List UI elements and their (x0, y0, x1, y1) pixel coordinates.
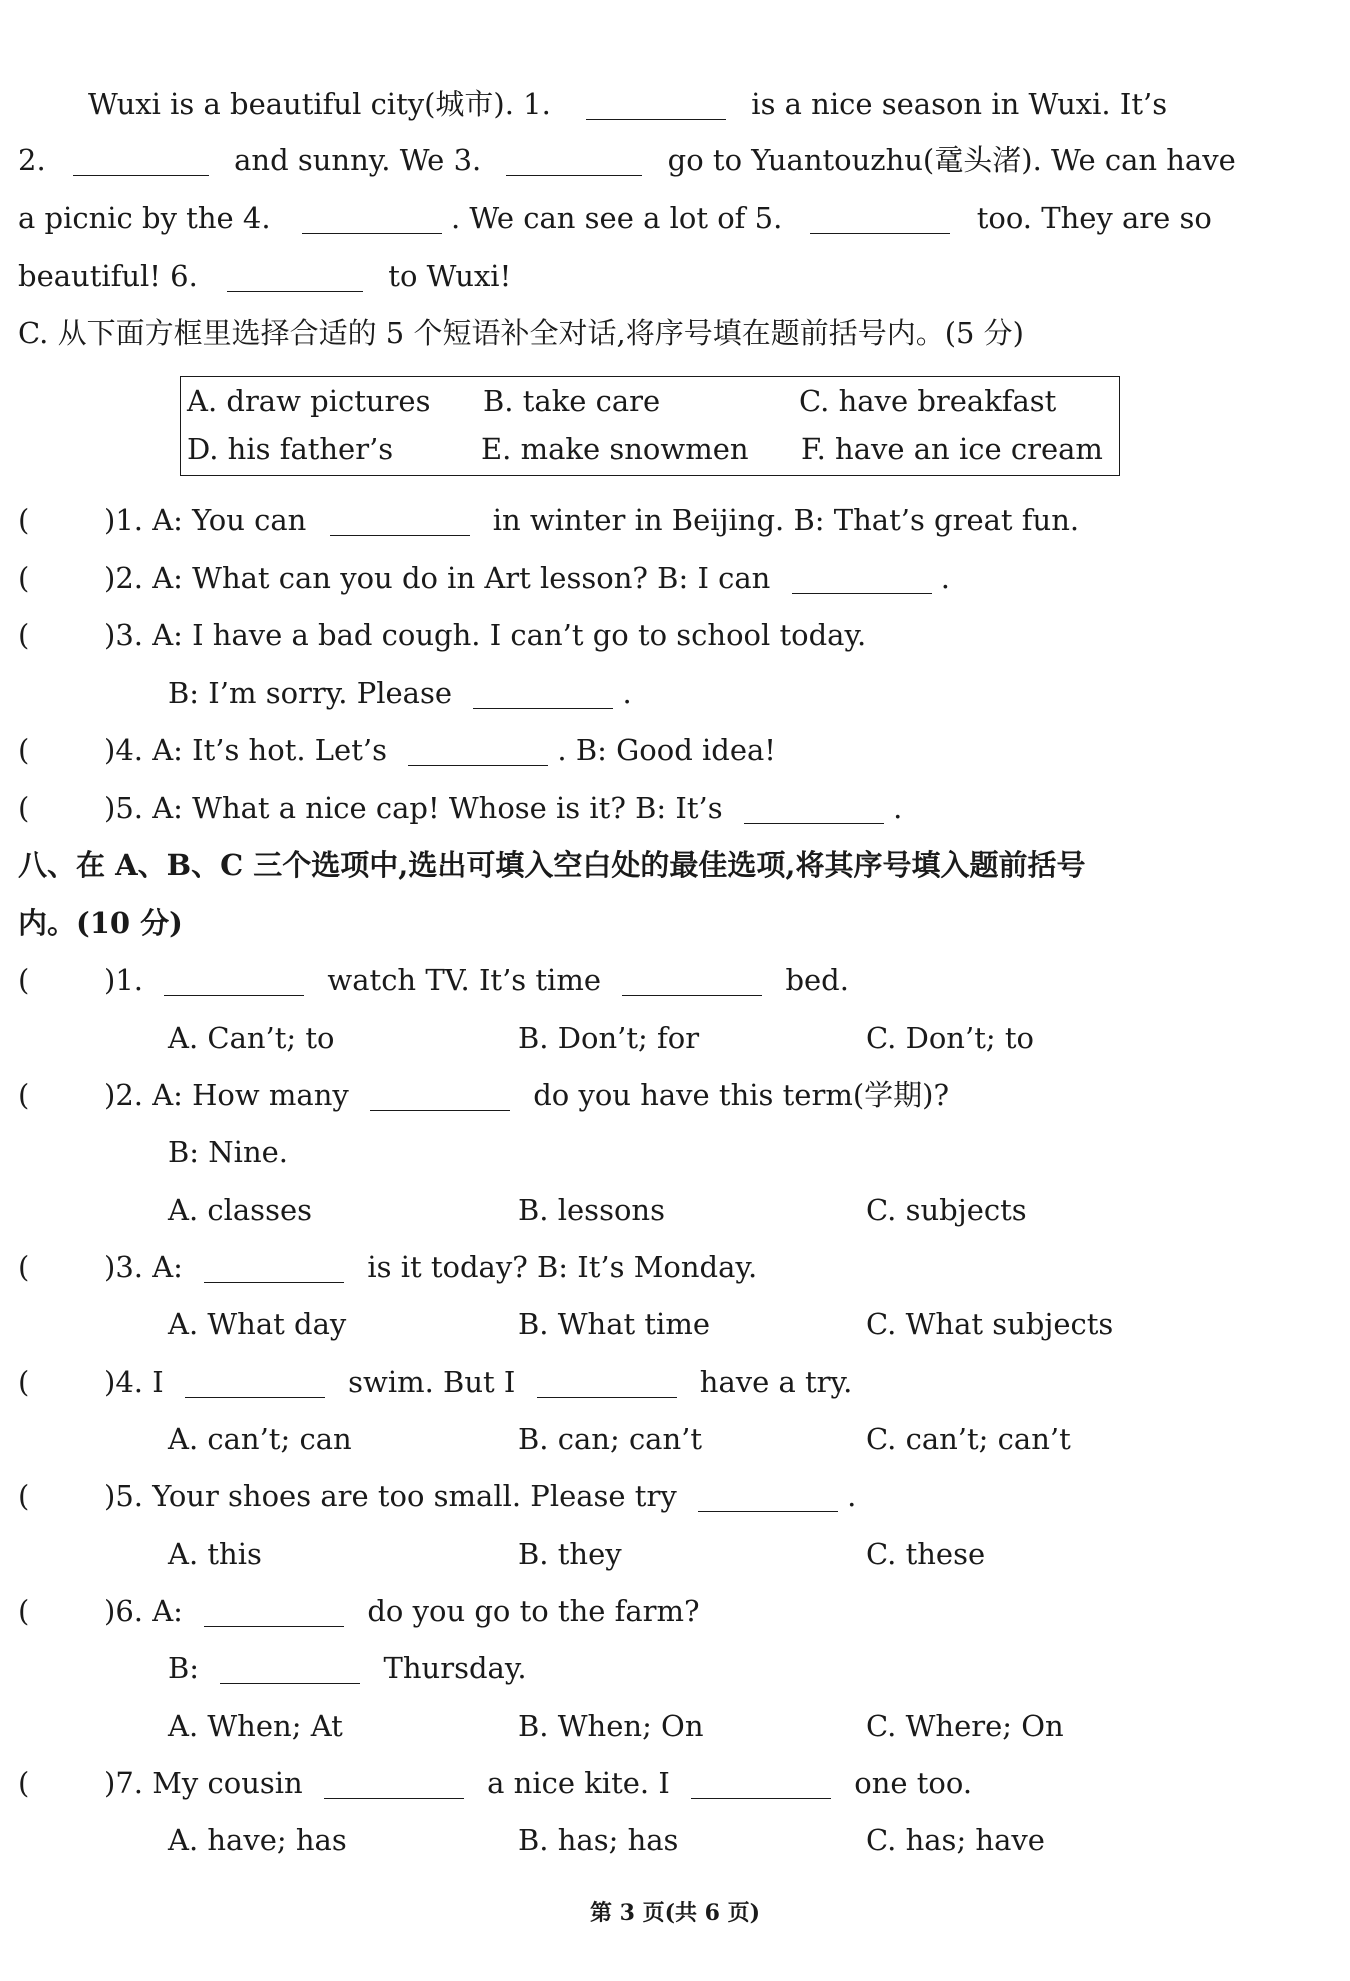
blank[interactable] (164, 963, 304, 996)
blank[interactable] (473, 676, 613, 709)
passage-text: . We can see a lot of 5. (450, 201, 783, 235)
question-text: . B: Good idea! (557, 733, 776, 767)
section-c-title: C. 从下面方框里选择合适的 5 个短语补全对话,将序号填在题前括号内。(5 分) (18, 316, 1024, 350)
passage-text: is a nice season in Wuxi. It’s (751, 87, 1168, 121)
passage-text: a picnic by the 4. (18, 201, 271, 235)
passage-line-4 (18, 256, 511, 296)
answer-paren[interactable]: ( (18, 1078, 30, 1112)
blank[interactable] (408, 733, 548, 766)
section-8-title-cont: 内。(10 分) (18, 906, 183, 940)
blank-3[interactable] (506, 143, 642, 176)
blank[interactable] (537, 1365, 677, 1398)
option-a: A. Can’t; to (168, 1021, 335, 1055)
passage-line-2 (18, 140, 1236, 180)
phrase-b: B. take care (483, 384, 661, 418)
blank[interactable] (698, 1479, 838, 1512)
blank-6[interactable] (227, 259, 363, 292)
answer-paren[interactable]: ( (18, 963, 30, 997)
mc-question-2-reply: B: Nine. (168, 1135, 289, 1169)
option-a: A. have; has (168, 1823, 347, 1857)
option-b: B. What time (518, 1307, 710, 1341)
question-text: )5. Your shoes are too small. Please try (104, 1479, 677, 1513)
question-text: )2. A: How many (104, 1078, 349, 1112)
blank[interactable] (792, 561, 932, 594)
option-b: B. can; can’t (518, 1422, 703, 1456)
mc-question-6 (104, 1591, 700, 1631)
answer-paren[interactable]: ( (18, 791, 30, 825)
passage-line-1 (88, 84, 1167, 124)
phrase-e: E. make snowmen (481, 432, 749, 466)
phrase-d: D. his father’s (187, 432, 394, 466)
blank-5[interactable] (810, 201, 950, 234)
option-a: A. classes (168, 1193, 312, 1227)
question-text: swim. But I (348, 1365, 516, 1399)
mc-question-2 (104, 1075, 949, 1115)
c-question-3: )3. A: I have a bad cough. I can’t go to school today. (104, 618, 867, 652)
answer-paren[interactable]: ( (18, 1594, 30, 1628)
blank-4[interactable] (302, 201, 442, 234)
question-text: B: (168, 1651, 200, 1685)
answer-paren[interactable]: ( (18, 1250, 30, 1284)
blank[interactable] (744, 791, 884, 824)
option-c: C. has; have (866, 1823, 1045, 1857)
blank[interactable] (204, 1594, 344, 1627)
option-b: B. has; has (518, 1823, 679, 1857)
option-b: B. they (518, 1537, 622, 1571)
mc-question-1 (104, 960, 849, 1000)
answer-paren[interactable]: ( (18, 1479, 30, 1513)
c-question-3-reply (168, 673, 632, 713)
passage-text: go to Yuantouzhu(鼋头渚). We can have (667, 143, 1236, 177)
passage-text: to Wuxi! (388, 259, 512, 293)
question-text: Thursday. (383, 1651, 527, 1685)
question-number: )1. (104, 963, 143, 997)
answer-paren[interactable]: ( (18, 503, 30, 537)
answer-paren[interactable]: ( (18, 618, 30, 652)
question-text: watch TV. It’s time (327, 963, 601, 997)
question-text: . (893, 791, 903, 825)
option-a: A. When; At (168, 1709, 343, 1743)
question-text: do you go to the farm? (367, 1594, 700, 1628)
question-text: . (622, 676, 632, 710)
question-text: )4. A: It’s hot. Let’s (104, 733, 387, 767)
question-text: in winter in Beijing. B: That’s great fun. (492, 503, 1080, 537)
answer-paren[interactable]: ( (18, 733, 30, 767)
passage-text: too. They are so (976, 201, 1212, 235)
mc-question-7 (104, 1763, 972, 1803)
blank[interactable] (220, 1651, 360, 1684)
c-question-1 (104, 500, 1079, 540)
question-text: )3. A: (104, 1250, 183, 1284)
passage-line-3 (18, 198, 1212, 238)
mc-question-5 (104, 1476, 856, 1516)
question-text: bed. (785, 963, 849, 997)
option-b: B. lessons (518, 1193, 665, 1227)
option-c: C. can’t; can’t (866, 1422, 1071, 1456)
option-c: C. subjects (866, 1193, 1027, 1227)
blank[interactable] (185, 1365, 325, 1398)
question-text: do you have this term(学期)? (533, 1078, 949, 1112)
c-question-2 (104, 558, 950, 598)
blank-1[interactable] (586, 87, 726, 120)
page-number: 第 3 页(共 6 页) (589, 1900, 761, 1926)
passage-text: and sunny. We 3. (234, 143, 482, 177)
phrase-c: C. have breakfast (799, 384, 1057, 418)
question-text: )1. A: You can (104, 503, 307, 537)
phrase-a: A. draw pictures (187, 384, 431, 418)
blank[interactable] (324, 1766, 464, 1799)
question-text: . (940, 561, 950, 595)
blank[interactable] (370, 1078, 510, 1111)
question-text: is it today? B: It’s Monday. (367, 1250, 758, 1284)
question-text: )2. A: What can you do in Art lesson? B: I can (104, 561, 771, 595)
question-text: . (847, 1479, 857, 1513)
question-text: have a try. (699, 1365, 853, 1399)
option-b: B. Don’t; for (518, 1021, 700, 1055)
option-a: A. What day (168, 1307, 347, 1341)
question-text: a nice kite. I (487, 1766, 670, 1800)
blank[interactable] (330, 503, 470, 536)
answer-paren[interactable]: ( (18, 1766, 30, 1800)
mc-question-6-reply (168, 1648, 527, 1688)
section-8-title: 八、在 A、B、C 三个选项中,选出可填入空白处的最佳选项,将其序号填入题前括号 (18, 848, 1086, 882)
passage-text: Wuxi is a beautiful city(城市). 1. (88, 87, 551, 121)
phrase-f: F. have an ice cream (801, 432, 1103, 466)
question-text: )4. I (104, 1365, 164, 1399)
blank-2[interactable] (73, 143, 209, 176)
c-question-5 (104, 788, 902, 828)
option-c: C. Don’t; to (866, 1021, 1034, 1055)
answer-paren[interactable]: ( (18, 561, 30, 595)
option-a: A. this (168, 1537, 262, 1571)
c-question-4 (104, 730, 776, 770)
blank[interactable] (691, 1766, 831, 1799)
option-a: A. can’t; can (168, 1422, 352, 1456)
phrase-box (180, 376, 1120, 476)
option-c: C. What subjects (866, 1307, 1114, 1341)
option-c: C. Where; On (866, 1709, 1064, 1743)
question-text: )7. My cousin (104, 1766, 303, 1800)
passage-text: beautiful! 6. (18, 259, 198, 293)
option-b: B. When; On (518, 1709, 704, 1743)
question-text: one too. (854, 1766, 973, 1800)
question-text: )5. A: What a nice cap! Whose is it? B: It’s (104, 791, 723, 825)
question-text: )6. A: (104, 1594, 183, 1628)
answer-paren[interactable]: ( (18, 1365, 30, 1399)
option-c: C. these (866, 1537, 986, 1571)
mc-question-4 (104, 1362, 852, 1402)
blank[interactable] (204, 1250, 344, 1283)
mc-question-3 (104, 1247, 757, 1287)
question-text: B: I’m sorry. Please (168, 676, 453, 710)
blank[interactable] (622, 963, 762, 996)
passage-text: 2. (18, 143, 46, 177)
